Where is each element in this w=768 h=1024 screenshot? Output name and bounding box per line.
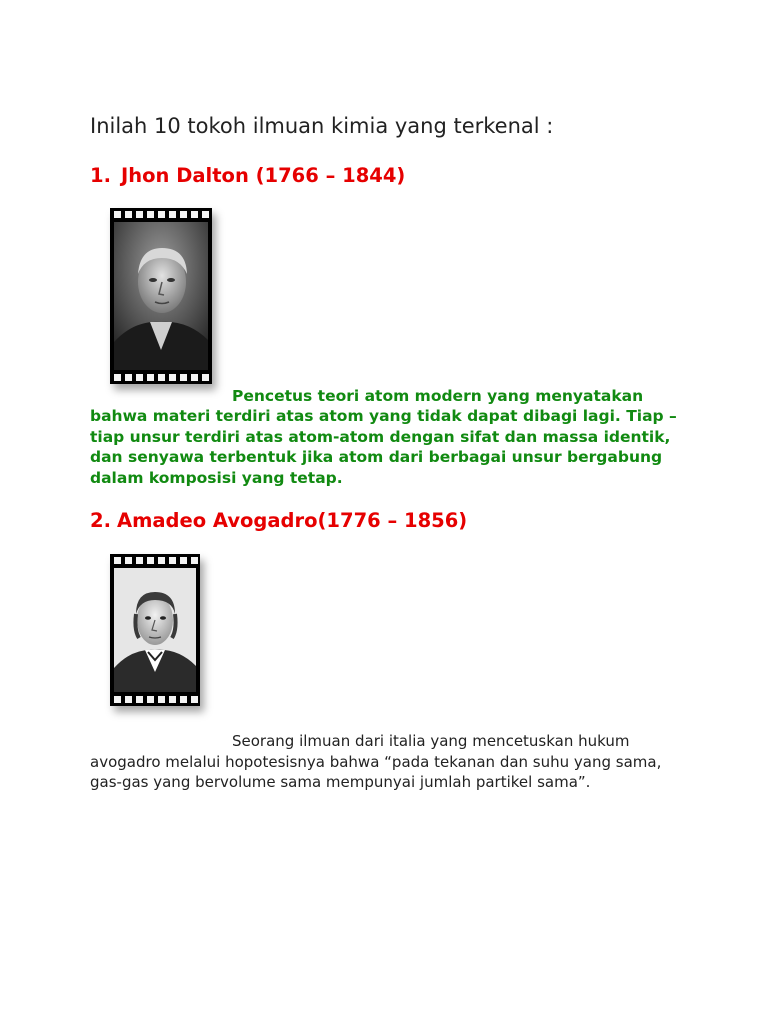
scientist-number: 2. [90,509,111,532]
avogadro-description-text: Seorang ilmuan dari italia yang mencetuskan hukum avogadro melalui hopotesisnya bahwa “pada tekanan dan suhu yang sama, gas-gas yang bervolume sama mempunyai jumlah partikel sama”. [90,732,662,791]
film-strip-portrait-icon [114,222,208,370]
film-perforation-top [110,211,212,218]
film-strip-portrait-icon [114,568,196,692]
film-perforation-bottom [110,696,200,703]
scientist-heading-avogadro [90,509,467,532]
intro-heading: Inilah 10 tokoh ilmuan kimia yang terkenal : [90,114,554,138]
dalton-description-text: Pencetus teori atom modern yang menyatakan bahwa materi terdiri atas atom yang tidak dapat dibagi lagi. Tiap – tiap unsur terdiri atas atom-atom dengan sifat dan massa identik, dan senyawa terbentuk jika atom dari berbagai unsur bergabung dalam komposisi yang tetap. [90,387,677,487]
film-perforation-bottom [110,374,212,381]
avogadro-portrait-photo [110,554,200,706]
scientist-number: 1. [90,164,111,187]
dalton-portrait-photo [110,208,212,384]
dalton-description [90,386,680,488]
avogadro-description [90,731,690,793]
film-perforation-top [110,557,200,564]
scientist-name: Amadeo Avogadro(1776 – 1856) [116,509,468,532]
scientist-heading-dalton [90,164,405,187]
scientist-name: Jhon Dalton (1766 – 1844) [120,164,406,187]
